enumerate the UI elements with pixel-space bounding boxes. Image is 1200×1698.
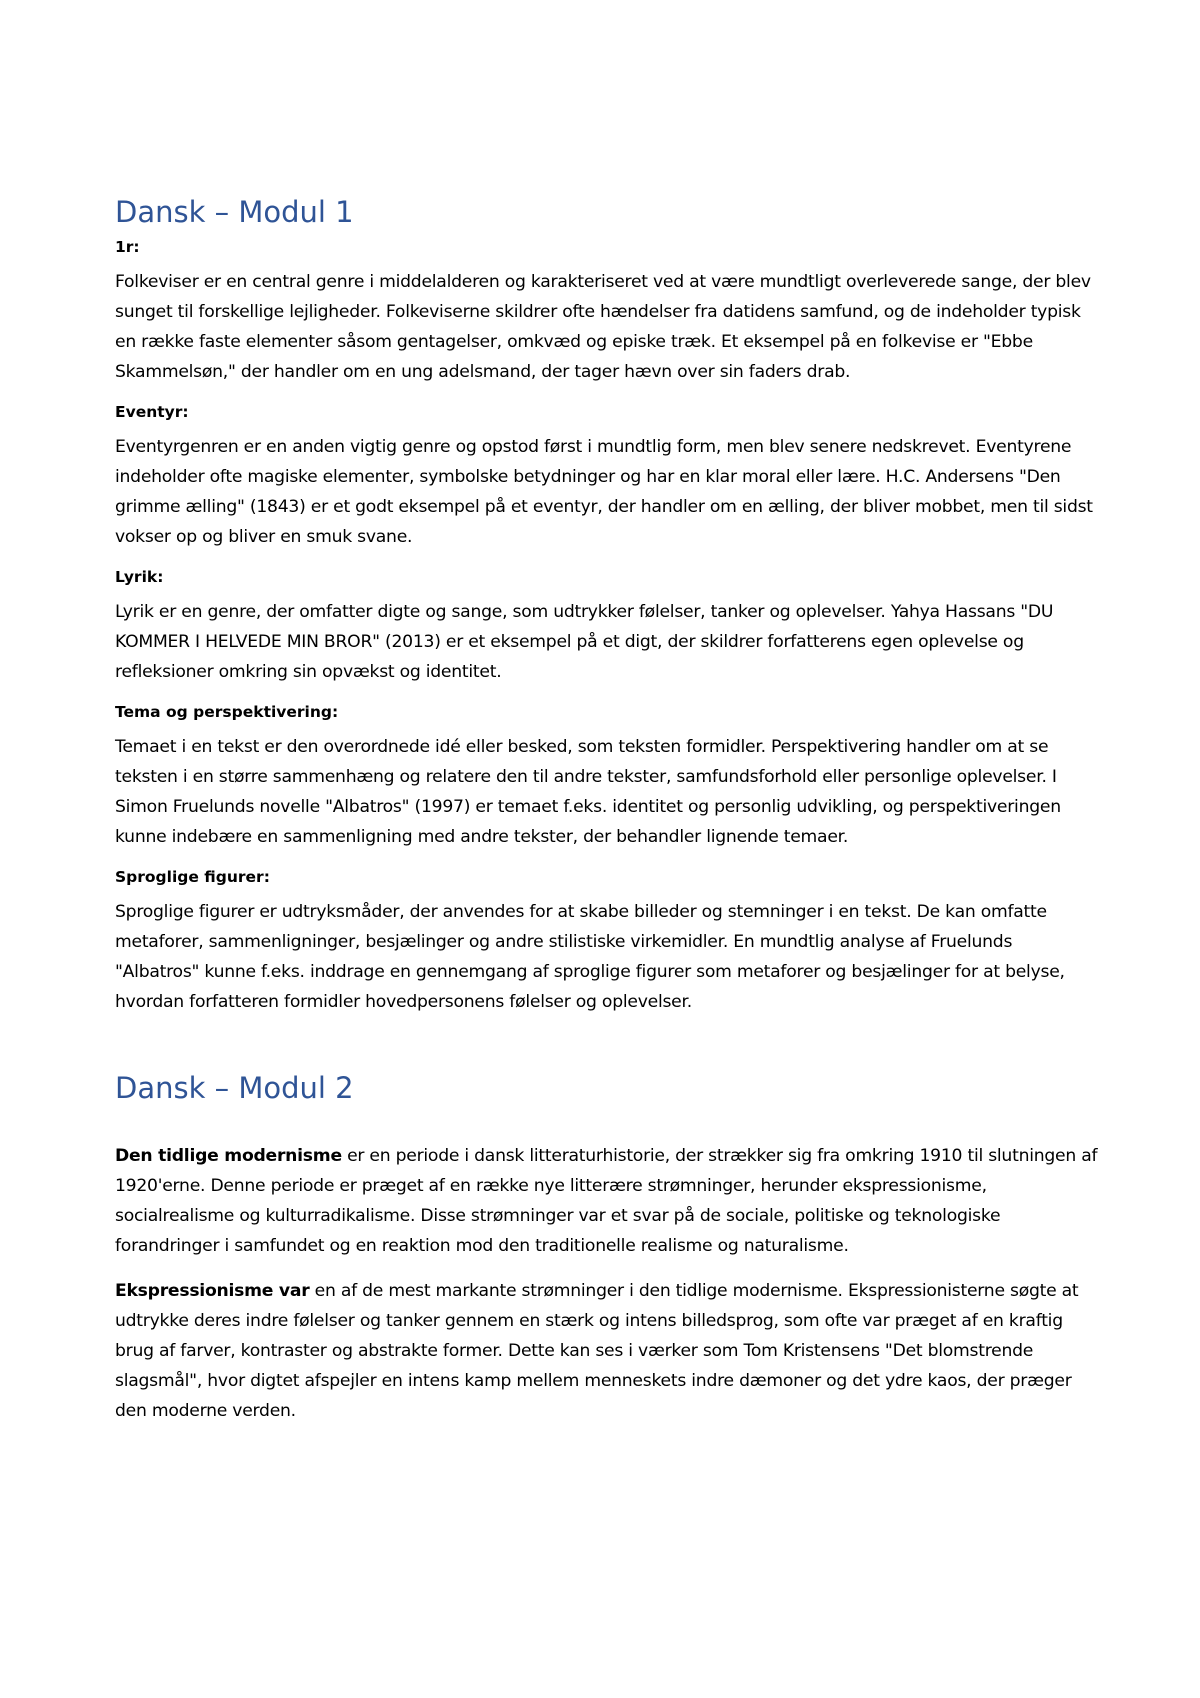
section-heading: Lyrik: xyxy=(115,568,164,586)
section-heading: Tema og perspektivering: xyxy=(115,703,339,721)
paragraph-text: er en periode i dansk litteraturhistorie, der strækker sig fra omkring 1910 til slutningen af 1920'erne. Denne periode er præget af en række nye litterære strømninger, herunder ekspressionisme, socialrealisme og kulturradikalisme. Disse strømninger var et svar på de sociale, politiske og teknologiske forandringer i samfundet og en reaktion mod den traditionelle realisme og naturalisme. xyxy=(115,1146,1098,1256)
section-paragraph: Eventyrgenren er en anden vigtig genre og opstod først i mundtlig form, men blev senere nedskrevet. Eventyrene indeholder ofte magiske elementer, symbolske betydninger og har en klar moral eller lære. H.C. Andersens "Den grimme ælling" (1843) er et godt eksempel på et eventyr, der handler om en ælling, der bliver mobbet, men til sidst vokser op og bliver en smuk svane. xyxy=(115,437,1093,547)
bold-lead: Den tidlige modernisme xyxy=(115,1146,342,1166)
document-page xyxy=(115,193,1100,1441)
section-heading: Sproglige figurer: xyxy=(115,868,270,886)
section-paragraph: Folkeviser er en central genre i middelalderen og karakteriseret ved at være mundtligt overleverede sange, der blev sunget til forskellige lejligheder. Folkeviserne skildrer ofte hændelser fra datidens samfund, og de indeholder typisk en række faste elementer såsom gentagelser, omkvæd og episke træk. Et eksempel på en folkevise er "Ebbe Skammelsøn," der handler om en ung adelsmand, der tager hævn over sin faders drab. xyxy=(115,272,1091,382)
section-paragraph: Sproglige figurer er udtryksmåder, der anvendes for at skabe billeder og stemninger i en tekst. De kan omfatte metaforer, sammenligninger, besjælinger og andre stilistiske virkemidler. En mundtlig analyse af Fruelunds "Albatros" kunne f.eks. inddrage en gennemgang af sproglige figurer som metaforer og besjælinger for at belyse, hvordan forfatteren formidler hovedpersonens følelser og oplevelser. xyxy=(115,902,1065,1012)
section-1r xyxy=(115,237,1100,387)
section-paragraph: Lyrik er en genre, der omfatter digte og sange, som udtrykker følelser, tanker og oplevelser. Yahya Hassans "DU KOMMER I HELVEDE MIN BROR" (2013) er et eksempel på et digt, der skildrer forfatterens egen oplevelse og refleksioner omkring sin opvækst og identitet. xyxy=(115,602,1054,682)
section-tema-og-perspektivering xyxy=(115,702,1100,852)
section-eventyr xyxy=(115,402,1100,552)
section-sproglige-figurer xyxy=(115,867,1100,1017)
section-lyrik xyxy=(115,567,1100,687)
paragraph-text: en af de mest markante strømninger i den tidlige modernisme. Ekspressionisterne søgte at udtrykke deres indre følelser og tanker gennem en stærk og intens billedsprog, som ofte var præget af en kraftig brug af farver, kontraster og abstrakte former. Dette kan ses i værker som Tom Kristensens "Det blomstrende slagsmål", hvor digtet afspejler en intens kamp mellem menneskets indre dæmoner og det ydre kaos, der præger den moderne verden. xyxy=(115,1281,1079,1421)
section-paragraph: Temaet i en tekst er den overordnede idé eller besked, som teksten formidler. Perspektivering handler om at se teksten i en større sammenhæng og relatere den til andre tekster, samfundsforhold eller personlige oplevelser. I Simon Fruelunds novelle "Albatros" (1997) er temaet f.eks. identitet og personlig udvikling, og perspektiveringen kunne indebære en sammenligning med andre tekster, der behandler lignende temaer. xyxy=(115,737,1061,847)
module-1-title: Dansk – Modul 1 xyxy=(115,195,354,229)
section-heading: Eventyr: xyxy=(115,403,189,421)
section-heading: 1r: xyxy=(115,238,140,256)
module-2-paragraph xyxy=(115,1276,1100,1426)
module-2-title: Dansk – Modul 2 xyxy=(115,1071,354,1105)
spacer xyxy=(115,1107,1100,1141)
module-2-paragraph xyxy=(115,1141,1100,1261)
bold-lead: Ekspressionisme var xyxy=(115,1281,310,1301)
